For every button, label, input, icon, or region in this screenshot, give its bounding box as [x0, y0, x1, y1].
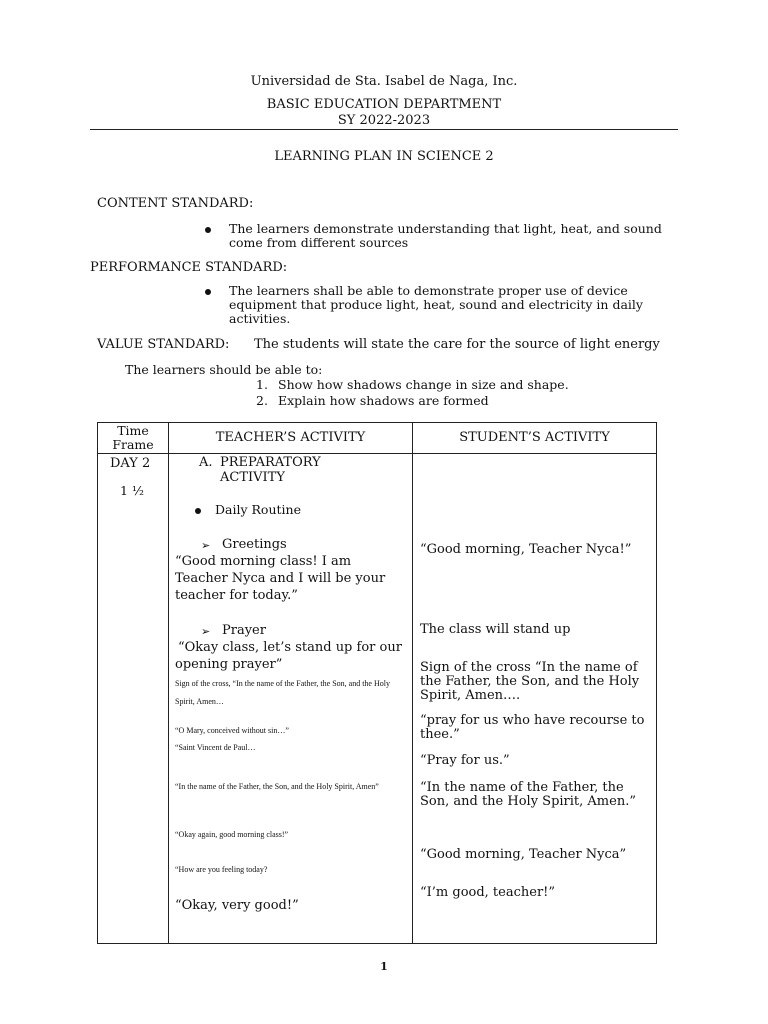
header-time-frame: Time Frame — [112, 423, 154, 452]
arrow-bullet-icon: ➢ — [201, 625, 211, 638]
header-student-activity: STUDENT’S ACTIVITY — [459, 430, 610, 445]
objective-number: 1. — [256, 377, 268, 392]
duration-label: 1 ½ — [120, 483, 145, 498]
student-pray-for-us: “Pray for us.” — [420, 753, 510, 768]
department-name: BASIC EDUCATION DEPARTMENT — [266, 97, 502, 112]
value-standard-text: The students will state the care for the source of light energy — [254, 337, 660, 352]
student-good-morning: “Good morning, Teacher Nyca!” — [420, 542, 632, 557]
student-stand-up: The class will stand up — [420, 622, 571, 637]
student-pray-for-us-recourse: “pray for us who have recourse to thee.” — [420, 713, 645, 742]
arrow-bullet-icon: ➢ — [201, 539, 211, 552]
student-in-the-name: “In the name of the Father, the Son, and the Holy Spirit, Amen.” — [420, 780, 636, 809]
greetings-text: “Good morning class! I am Teacher Nyca and I will be your teacher for today.” — [175, 554, 386, 603]
school-year: SY 2022-2023 — [337, 113, 431, 128]
day-label: DAY 2 — [110, 456, 151, 471]
student-sign-of-cross: Sign of the cross “In the name of the Father, the Son, and the Holy Spirit, Amen…. — [420, 660, 640, 703]
in-the-name-text: “In the name of the Father, the Son, and the Holy Spirit, Amen” — [175, 782, 379, 791]
page-number: 1 — [380, 960, 388, 973]
content-standard-label: CONTENT STANDARD: — [97, 196, 254, 211]
performance-standard-text: The learners shall be able to demonstrate proper use of device equipment that produce light, heat, sound and electricity in daily activities. — [229, 283, 643, 326]
bullet-icon — [195, 508, 201, 514]
value-standard-label: VALUE STANDARD: — [97, 337, 230, 352]
header-teacher-activity: TEACHER’S ACTIVITY — [215, 430, 366, 445]
section-letter: A. — [199, 455, 213, 470]
prayer-label: Prayer — [222, 623, 266, 638]
saint-vincent-text: “Saint Vincent de Paul… — [175, 743, 256, 752]
objective-item: Show how shadows change in size and shape. — [278, 377, 569, 392]
greetings-label: Greetings — [222, 537, 287, 552]
prayer-text: “Okay class, let’s stand up for our opening prayer” — [175, 640, 402, 672]
objectives-intro: The learners should be able to: — [125, 362, 323, 377]
objective-item: Explain how shadows are formed — [278, 393, 489, 408]
student-good-morning-2: “Good morning, Teacher Nyca” — [420, 847, 627, 862]
daily-routine-label: Daily Routine — [215, 502, 301, 517]
section-title: PREPARATORY ACTIVITY — [220, 455, 321, 485]
page-title: LEARNING PLAN IN SCIENCE 2 — [274, 149, 494, 164]
performance-standard-label: PERFORMANCE STANDARD: — [90, 260, 288, 275]
okay-very-good-text: “Okay, very good!” — [175, 898, 299, 913]
content-standard-text: The learners demonstrate understanding that light, heat, and sound come from different sources — [229, 221, 662, 250]
school-name: Universidad de Sta. Isabel de Naga, Inc. — [250, 74, 518, 89]
bullet-icon — [205, 289, 211, 295]
student-im-good: “I’m good, teacher!” — [420, 885, 556, 900]
sign-of-cross-text: Sign of the cross, “In the name of the Father, the Son, and the Holy Spirit, Amen… — [175, 679, 390, 706]
okay-again-text: “Okay again, good morning class!” — [175, 830, 289, 839]
header-divider — [90, 129, 678, 130]
how-feeling-text: “How are you feeling today? — [175, 865, 268, 874]
objective-number: 2. — [256, 393, 268, 408]
o-mary-text: “O Mary, conceived without sin…” — [175, 726, 289, 735]
bullet-icon — [205, 227, 211, 233]
